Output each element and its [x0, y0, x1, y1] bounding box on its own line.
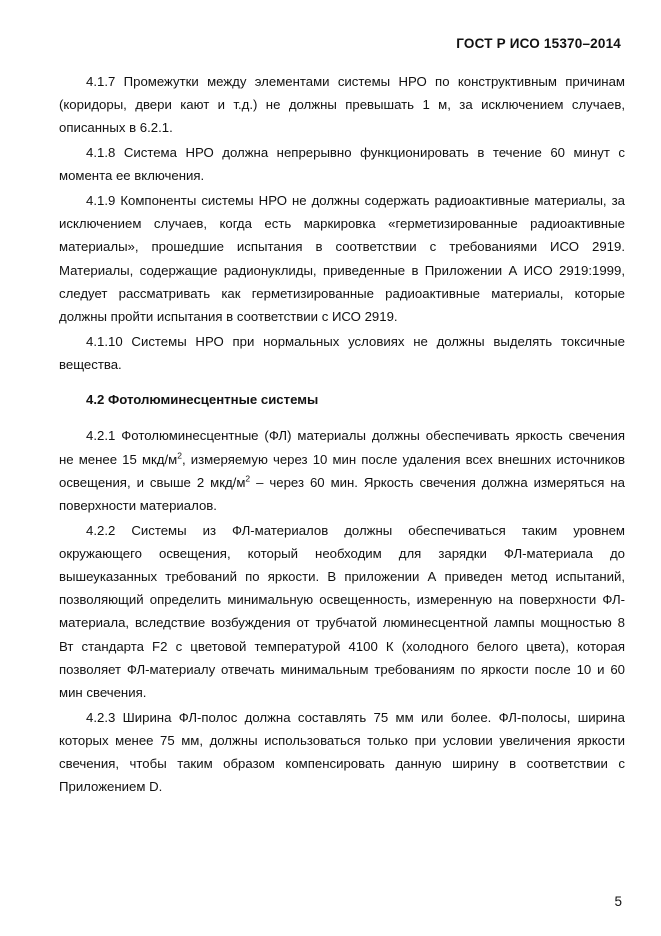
document-body — [59, 70, 625, 800]
paragraph-4-1-7: 4.1.7 Промежутки между элементами системы НРО по конструктивным причинам (коридоры, двери кают и т.д.) не должны превышать 1 м, за исключением случаев, описанных в 6.2.1. — [59, 74, 625, 136]
paragraph-4-2-2: 4.2.2 Системы из ФЛ-материалов должны обеспечиваться таким уровнем окружающего освещения, который необходим для зарядки ФЛ-материала до вышеуказанных требований по яркости. В приложении А приведен метод испытаний, позволяющий определить минимальную освещенность, измеренную на поверхности ФЛ-материала, вследствие возбуждения от трубчатой люминесцентной лампы мощностью 8 Вт стандарта F2 с цветовой температурой 4100 К (холодного белого цвета), которая позволяет ФЛ-материалу отвечать минимальным требованиям по яркости после 10 и 60 мин свечения. — [59, 522, 625, 701]
paragraph-4-1-8: 4.1.8 Система НРО должна непрерывно функционировать в течение 60 минут с момента ее включения. — [59, 145, 625, 184]
paragraph-4-2-1-part2: , измеряемую через 10 мин после удаления всех внешних источников освещения, и свыше 2 мкд/м — [59, 451, 626, 490]
paragraph-4-2-3: 4.2.3 Ширина ФЛ-полос должна составлять 75 мм или более. ФЛ-полосы, ширина которых менее 75 мм, должны использоваться только при условии увеличения яркости свечения, чтобы таким образом компенсировать данную ширину в соответствии с Приложением D. — [59, 709, 625, 795]
page-number: 5 — [614, 894, 622, 909]
paragraph-4-2-1-part1: 4.2.1 Фотолюминесцентные (ФЛ) материалы должны обеспечивать яркость свечения не менее 15 мкд/м — [59, 428, 625, 467]
paragraph-4-1-10: 4.1.10 Системы НРО при нормальных условиях не должны выделять токсичные вещества. — [59, 333, 625, 372]
paragraph-4-2-1 — [59, 424, 625, 517]
superscript-square: 2 — [245, 473, 251, 484]
paragraph-4-1-9: 4.1.9 Компоненты системы НРО не должны содержать радиоактивные материалы, за исключением случаев, когда есть маркировка «герметизированные радиоактивные материалы», прошедшие испытания в соответствии с требованиями ИСО 2919. Материалы, содержащие радионуклиды, приведенные в Приложении А ИСО 2919:1999, следует рассматривать как герметизированные радиоактивные материалы, которые должны пройти испытания в соответствии с ИСО 2919. — [59, 193, 625, 325]
paragraph-4-2-1-part3: – через 60 мин. Яркость свечения должна измеряться на поверхности материалов. — [59, 474, 625, 513]
superscript-square: 2 — [177, 450, 182, 461]
section-title-4-2: 4.2 Фотолюминесцентные системы — [86, 392, 319, 408]
standard-header: ГОСТ Р ИСО 15370–2014 — [456, 36, 621, 51]
